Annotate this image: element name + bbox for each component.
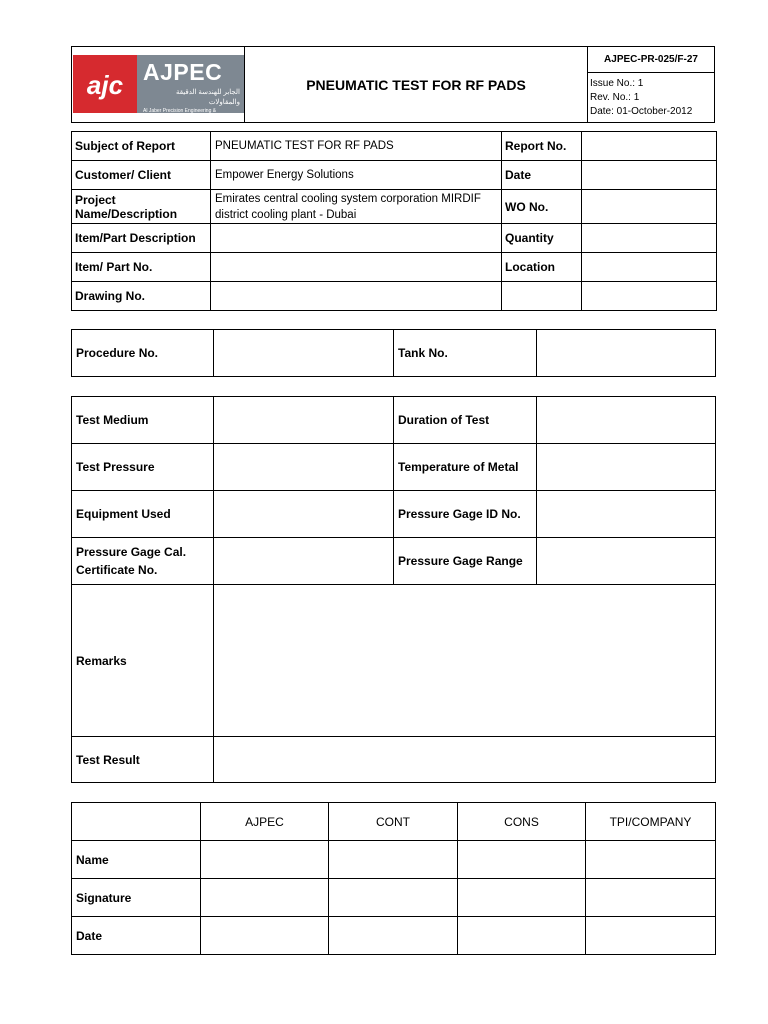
test-medium-field[interactable]	[214, 397, 394, 444]
item-description-label: Item/Part Description	[72, 224, 211, 253]
quantity-label: Quantity	[502, 224, 582, 253]
logo-mark	[73, 55, 137, 113]
project-value: Emirates central cooling system corporation MIRDIF district cooling plant - Dubai	[211, 190, 502, 224]
wo-no-field[interactable]	[582, 190, 717, 224]
logo-cell	[72, 47, 245, 123]
revision-info	[588, 73, 715, 123]
subject-value: PNEUMATIC TEST FOR RF PADS	[211, 132, 502, 161]
issue-number: Issue No.: 1	[590, 77, 644, 89]
temperature-field[interactable]	[537, 444, 716, 491]
equipment-label: Equipment Used	[72, 491, 214, 538]
column-header-tpi-company: TPI/COMPANY	[586, 803, 716, 841]
revision-date: Date: 01-October-2012	[590, 105, 693, 117]
drawing-no-label: Drawing No.	[72, 282, 211, 311]
test-pressure-label: Test Pressure	[72, 444, 214, 491]
wo-no-label: WO No.	[502, 190, 582, 224]
tpi-date-field[interactable]	[586, 917, 716, 955]
row-label-name: Name	[72, 841, 201, 879]
project-label: Project Name/Description	[72, 190, 211, 224]
gage-id-field[interactable]	[537, 491, 716, 538]
logo-name: AJPEC	[143, 59, 223, 85]
logo-english-name: Al Jaber Precision Engineering & Contracting	[143, 108, 217, 121]
item-no-label: Item/ Part No.	[72, 253, 211, 282]
document-title: PNEUMATIC TEST FOR RF PADS	[245, 47, 588, 123]
tpi-signature-field[interactable]	[586, 879, 716, 917]
company-logo	[73, 55, 244, 121]
column-header-ajpec: AJPEC	[201, 803, 329, 841]
gage-id-label: Pressure Gage ID No.	[394, 491, 537, 538]
location-label: Location	[502, 253, 582, 282]
svg-text:ajc: ajc	[86, 70, 124, 100]
row-label-date: Date	[72, 917, 201, 955]
report-no-label: Report No.	[502, 132, 582, 161]
temperature-label: Temperature of Metal	[394, 444, 537, 491]
report-info-table	[71, 131, 717, 311]
document-code: AJPEC-PR-025/F-27	[588, 47, 715, 73]
blank-cell	[582, 282, 717, 311]
procedure-table	[71, 329, 716, 377]
quantity-field[interactable]	[582, 224, 717, 253]
location-field[interactable]	[582, 253, 717, 282]
column-header-cont: CONT	[329, 803, 458, 841]
test-details-table	[71, 396, 716, 783]
cons-date-field[interactable]	[458, 917, 586, 955]
equipment-field[interactable]	[214, 491, 394, 538]
duration-field[interactable]	[537, 397, 716, 444]
revision-number: Rev. No.: 1	[590, 91, 640, 103]
cont-signature-field[interactable]	[329, 879, 458, 917]
test-result-label: Test Result	[72, 737, 214, 783]
date-field[interactable]	[582, 161, 717, 190]
signature-corner-cell	[72, 803, 201, 841]
cont-date-field[interactable]	[329, 917, 458, 955]
ajpec-name-field[interactable]	[201, 841, 329, 879]
test-pressure-field[interactable]	[214, 444, 394, 491]
item-no-field[interactable]	[211, 253, 502, 282]
ajpec-date-field[interactable]	[201, 917, 329, 955]
tank-no-field[interactable]	[537, 330, 716, 377]
cont-name-field[interactable]	[329, 841, 458, 879]
document-header	[71, 46, 715, 123]
date-label: Date	[502, 161, 582, 190]
ajpec-signature-field[interactable]	[201, 879, 329, 917]
cons-name-field[interactable]	[458, 841, 586, 879]
procedure-no-field[interactable]	[214, 330, 394, 377]
tpi-name-field[interactable]	[586, 841, 716, 879]
subject-label: Subject of Report	[72, 132, 211, 161]
cons-signature-field[interactable]	[458, 879, 586, 917]
gage-range-field[interactable]	[537, 538, 716, 585]
blank-cell	[502, 282, 582, 311]
column-header-cons: CONS	[458, 803, 586, 841]
procedure-no-label: Procedure No.	[72, 330, 214, 377]
remarks-field[interactable]	[214, 585, 716, 737]
tank-no-label: Tank No.	[394, 330, 537, 377]
customer-value: Empower Energy Solutions	[211, 161, 502, 190]
test-medium-label: Test Medium	[72, 397, 214, 444]
drawing-no-field[interactable]	[211, 282, 502, 311]
logo-text-block	[137, 55, 244, 121]
gage-range-label: Pressure Gage Range	[394, 538, 537, 585]
row-label-signature: Signature	[72, 879, 201, 917]
ajc-logo-icon	[77, 64, 133, 104]
duration-label: Duration of Test	[394, 397, 537, 444]
gage-cal-label: Pressure Gage Cal. Certificate No.	[72, 538, 214, 585]
logo-arabic-name: الجابر للهندسة الدقيقة والمقاولات	[175, 89, 240, 106]
report-no-field[interactable]	[582, 132, 717, 161]
customer-label: Customer/ Client	[72, 161, 211, 190]
gage-cal-field[interactable]	[214, 538, 394, 585]
signature-table	[71, 802, 716, 955]
remarks-label: Remarks	[72, 585, 214, 737]
item-description-field[interactable]	[211, 224, 502, 253]
test-result-field[interactable]	[214, 737, 716, 783]
